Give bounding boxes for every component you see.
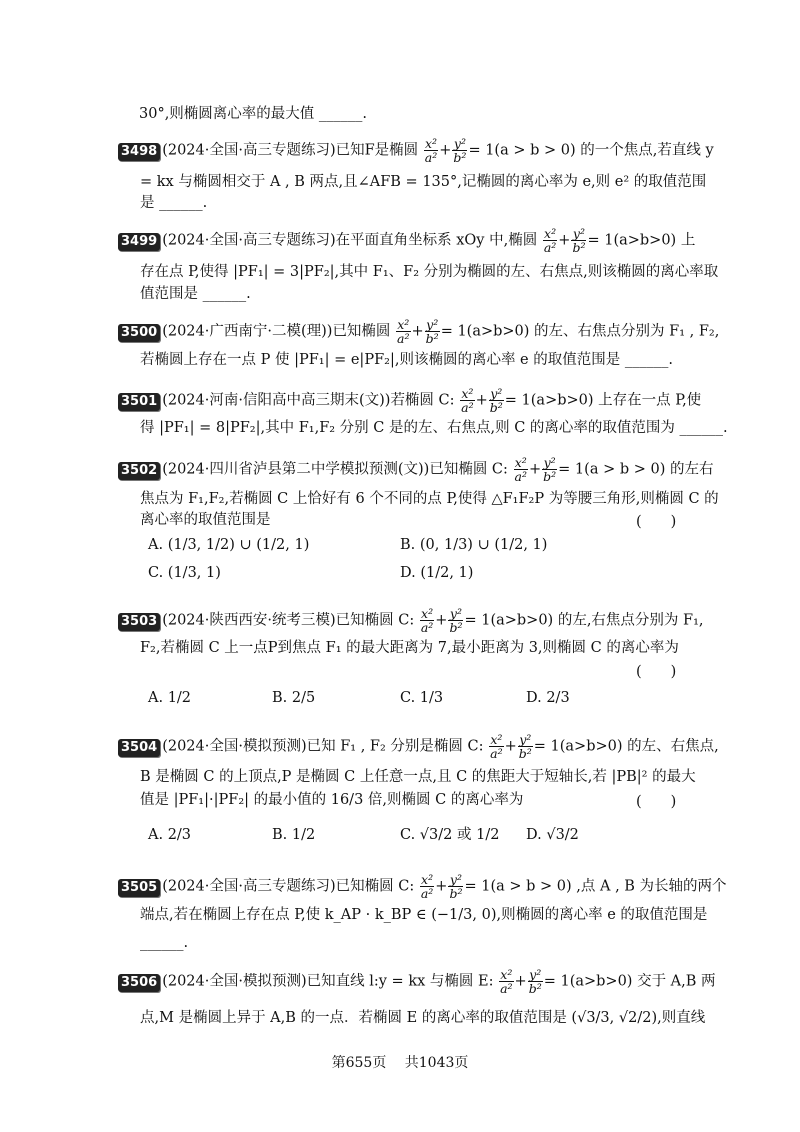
equation: = 1(a>b>0) bbox=[543, 973, 633, 990]
problem-text: 在平面直角坐标系 xOy 中,椭圆 bbox=[335, 232, 538, 249]
top-line: 30°,则椭圆离心率的最大值 ______. bbox=[139, 106, 368, 122]
problem-3504-line3: 值是 |PF₁|·|PF₂| 的最小值的 16/3 倍,则椭圆 C 的离心率为 bbox=[140, 792, 524, 808]
equation: = 1(a>b>0) bbox=[587, 232, 677, 249]
fraction-y2-b2: $\frac{\text{y²}}{\text{b²}}$ bbox=[518, 732, 532, 761]
problem-text: 的一个焦点,若直线 y bbox=[580, 142, 714, 159]
problem-3500-line2: 若椭圆上存在一点 P 使 |PF₁| = e|PF₂|,则该椭圆的离心率 e 的取值范围是 ______. bbox=[140, 352, 673, 368]
equation: = 1(a>b>0) bbox=[440, 323, 530, 340]
page-footer: 第655页 共1043页 bbox=[331, 1055, 469, 1071]
problem-3502-line3: 离心率的取值范围是 bbox=[140, 512, 271, 528]
problem-3504-line1: 3504 (2024·全国·模拟预测)已知 F₁ , F₂ 分别是椭圆 C: $\frac{\text{x²}}{\text{a²}}$ + $\frac{\text{y²}}{\text{b²}}$ = 1(a>b>0) 的左、右焦点, bbox=[118, 733, 719, 760]
problem-text: 已知椭圆 C: bbox=[335, 612, 415, 629]
problem-number: 3505 bbox=[118, 879, 160, 897]
problem-source: (2024·全国·高三专题练习) bbox=[162, 232, 336, 249]
option-d: D. 2/3 bbox=[526, 690, 570, 706]
problem-number: 3503 bbox=[118, 613, 160, 631]
fraction-y2-b2: $\frac{\text{y²}}{\text{b²}}$ bbox=[528, 967, 542, 996]
equation: = 1(a > b > 0) bbox=[558, 461, 666, 478]
option-d: D. √3/2 bbox=[526, 827, 579, 843]
problem-3498-line2: = kx 与椭圆相交于 A , B 两点,且∠AFB = 135°,记椭圆的离心率为 e,则 e² 的取值范围 bbox=[140, 174, 707, 190]
fraction-y2-b2: $\frac{\text{y²}}{\text{b²}}$ bbox=[449, 872, 463, 901]
option-b: B. 2/5 bbox=[272, 690, 316, 706]
fraction-y2-b2: $\frac{\text{y²}}{\text{b²}}$ bbox=[489, 386, 503, 415]
problem-number: 3506 bbox=[118, 974, 160, 992]
fraction-y2-b2: $\frac{\text{y²}}{\text{b²}}$ bbox=[449, 606, 463, 635]
answer-paren: ( ) bbox=[636, 514, 677, 530]
problem-3502-line2: 焦点为 F₁,F₂,若椭圆 C 上恰好有 6 个不同的点 P,使得 △F₁F₂P 为等腰三角形,则椭圆 C 的 bbox=[140, 491, 719, 507]
problem-3502-line1: 3502 (2024·四川省泸县第二中学模拟预测(文))已知椭圆 C: $\frac{\text{x²}}{\text{a²}}$ + $\frac{\text{y²}}{\text{b²}}$ = 1(a > b > 0) 的左右 bbox=[118, 456, 713, 483]
fraction-x2-a2: $\frac{\text{x²}}{\text{a²}}$ bbox=[543, 226, 557, 255]
option-c: C. √3/2 或 1/2 bbox=[400, 827, 500, 843]
equation: = 1(a > b > 0) bbox=[468, 142, 576, 159]
fraction-x2-a2: $\frac{\text{x²}}{\text{a²}}$ bbox=[424, 136, 438, 165]
problem-source: (2024·全国·高三专题练习) bbox=[162, 142, 336, 159]
problem-text: ,点 A , B 为长轴的两个 bbox=[576, 878, 727, 895]
problem-3505-line1: 3505 (2024·全国·高三专题练习)已知椭圆 C: $\frac{\text{x²}}{\text{a²}}$ + $\frac{\text{y²}}{\text{b²}}$ = 1(a > b > 0) ,点 A , B 为长轴的两个 bbox=[118, 873, 727, 900]
equation: = 1(a > b > 0) bbox=[464, 878, 572, 895]
problem-text: 的左右 bbox=[669, 461, 714, 478]
equation: = 1(a>b>0) bbox=[533, 738, 623, 755]
fraction-x2-a2: $\frac{\text{x²}}{\text{a²}}$ bbox=[420, 872, 434, 901]
problem-number: 3498 bbox=[118, 143, 160, 161]
problem-text: 交于 A,B 两 bbox=[637, 973, 716, 990]
problem-number: 3501 bbox=[118, 393, 160, 411]
problem-text: 的左、右焦点, bbox=[627, 738, 719, 755]
problem-source: (2024·广西南宁·二模(理)) bbox=[162, 323, 333, 340]
problem-source: (2024·全国·模拟预测) bbox=[162, 973, 307, 990]
problem-number: 3499 bbox=[118, 233, 160, 251]
fraction-y2-b2: $\frac{\text{y²}}{\text{b²}}$ bbox=[453, 136, 467, 165]
problem-text: 上存在一点 P,使 bbox=[598, 392, 702, 409]
problem-text: 已知直线 l:y = kx 与椭圆 E: bbox=[306, 973, 494, 990]
problem-3501-line1: 3501 (2024·河南·信阳高中高三期末(文))若椭圆 C: $\frac{\text{x²}}{\text{a²}}$ + $\frac{\text{y²}}{\text{b²}}$ = 1(a>b>0) 上存在一点 P,使 bbox=[118, 387, 701, 414]
problem-source: (2024·全国·模拟预测) bbox=[162, 738, 307, 755]
problem-3505-line2: 端点,若在椭圆上存在点 P,使 k_AP · k_BP ∈ (−1/3, 0),则椭圆的离心率 e 的取值范围是 bbox=[140, 907, 708, 923]
problem-3500-line1: 3500 (2024·广西南宁·二模(理))已知椭圆 $\frac{\text{x²}}{\text{a²}}$ + $\frac{\text{y²}}{\text{b²}}$ = 1(a>b>0) 的左、右焦点分别为 F₁ , F₂, bbox=[118, 318, 719, 345]
equation: = 1(a>b>0) bbox=[504, 392, 594, 409]
problem-text: 若椭圆 C: bbox=[390, 392, 455, 409]
problem-3499-line1: 3499 (2024·全国·高三专题练习)在平面直角坐标系 xOy 中,椭圆 $\frac{\text{x²}}{\text{a²}}$ + $\frac{\text{y²}}{\text{b²}}$ = 1(a>b>0) 上 bbox=[118, 227, 695, 254]
problem-3505-line3: ______. bbox=[140, 935, 189, 951]
fraction-x2-a2: $\frac{\text{x²}}{\text{a²}}$ bbox=[461, 386, 474, 415]
problem-3498-line3: 是 ______. bbox=[140, 195, 208, 211]
fraction-y2-b2: $\frac{\text{y²}}{\text{b²}}$ bbox=[543, 455, 557, 484]
option-b: B. (0, 1/3) ∪ (1/2, 1) bbox=[400, 537, 548, 553]
fraction-y2-b2: $\frac{\text{y²}}{\text{b²}}$ bbox=[572, 226, 586, 255]
problem-3506-line1: 3506 (2024·全国·模拟预测)已知直线 l:y = kx 与椭圆 E: $\frac{\text{x²}}{\text{a²}}$ + $\frac{\text{y²}}{\text{b²}}$ = 1(a>b>0) 交于 A,B 两 bbox=[118, 968, 716, 995]
option-a: A. 1/2 bbox=[148, 690, 192, 706]
problem-text: 的左、右焦点分别为 F₁ , F₂, bbox=[534, 323, 720, 340]
problem-text: 已知椭圆 C: bbox=[429, 461, 508, 478]
option-a: A. 2/3 bbox=[148, 827, 192, 843]
option-c: C. (1/3, 1) bbox=[148, 565, 221, 581]
problem-3501-line2: 得 |PF₁| = 8|PF₂|,其中 F₁,F₂ 分别 C 是的左、右焦点,则 C 的离心率的取值范围为 ______. bbox=[140, 420, 728, 436]
problem-text: 已知椭圆 C: bbox=[335, 878, 415, 895]
problem-3504-line2: B 是椭圆 C 的上顶点,P 是椭圆 C 上任意一点,且 C 的焦距大于短轴长,若 |PB|² 的最大 bbox=[140, 769, 696, 785]
problem-text: 已知F是椭圆 bbox=[335, 142, 419, 159]
fraction-x2-a2: $\frac{\text{x²}}{\text{a²}}$ bbox=[420, 606, 434, 635]
problem-3503-line1: 3503 (2024·陕西西安·统考三模)已知椭圆 C: $\frac{\text{x²}}{\text{a²}}$ + $\frac{\text{y²}}{\text{b²}}$ = 1(a>b>0) 的左,右焦点分别为 F₁, bbox=[118, 607, 704, 634]
problem-number: 3500 bbox=[118, 324, 160, 342]
problem-3499-line3: 值范围是 ______. bbox=[140, 286, 251, 302]
problem-text: 已知 F₁ , F₂ 分别是椭圆 C: bbox=[306, 738, 484, 755]
answer-paren: ( ) bbox=[636, 794, 677, 810]
problem-3498-line1: 3498 (2024·全国·高三专题练习)已知F是椭圆 $\frac{\text{x²}}{\text{a²}}$ + $\frac{\text{y²}}{\text{b²}}$ = 1(a > b > 0) 的一个焦点,若直线 y bbox=[118, 137, 714, 164]
fraction-x2-a2: $\frac{\text{x²}}{\text{a²}}$ bbox=[514, 455, 527, 484]
problem-source: (2024·四川省泸县第二中学模拟预测(文)) bbox=[162, 461, 430, 478]
problem-text: 上 bbox=[680, 232, 696, 249]
fraction-x2-a2: $\frac{\text{x²}}{\text{a²}}$ bbox=[397, 317, 410, 346]
problem-text: 的左,右焦点分别为 F₁, bbox=[557, 612, 704, 629]
problem-number: 3504 bbox=[118, 739, 160, 757]
fraction-x2-a2: $\frac{\text{x²}}{\text{a²}}$ bbox=[500, 967, 513, 996]
problem-text: 已知椭圆 bbox=[332, 323, 391, 340]
equation: = 1(a>b>0) bbox=[464, 612, 554, 629]
fraction-x2-a2: $\frac{\text{x²}}{\text{a²}}$ bbox=[490, 732, 503, 761]
answer-paren: ( ) bbox=[636, 664, 677, 680]
problem-source: (2024·全国·高三专题练习) bbox=[162, 878, 336, 895]
problem-number: 3502 bbox=[118, 462, 160, 480]
problem-3503-line2: F₂,若椭圆 C 上一点P到焦点 F₁ 的最大距离为 7,最小距离为 3,则椭圆 C 的离心率为 bbox=[140, 640, 679, 656]
option-a: A. (1/3, 1/2) ∪ (1/2, 1) bbox=[148, 537, 310, 553]
problem-source: (2024·河南·信阳高中高三期末(文)) bbox=[162, 392, 391, 409]
option-c: C. 1/3 bbox=[400, 690, 444, 706]
option-b: B. 1/2 bbox=[272, 827, 316, 843]
problem-source: (2024·陕西西安·统考三模) bbox=[162, 612, 336, 629]
problem-3506-line2: 点,M 是椭圆上异于 A,B 的一点．若椭圆 E 的离心率的取值范围是 (√3/3, √2/2),则直线 bbox=[140, 1010, 706, 1026]
fraction-y2-b2: $\frac{\text{y²}}{\text{b²}}$ bbox=[425, 317, 439, 346]
problem-3499-line2: 存在点 P,使得 |PF₁| = 3|PF₂|,其中 F₁、F₂ 分别为椭圆的左、右焦点,则该椭圆的离心率取 bbox=[140, 264, 719, 280]
option-d: D. (1/2, 1) bbox=[400, 565, 474, 581]
